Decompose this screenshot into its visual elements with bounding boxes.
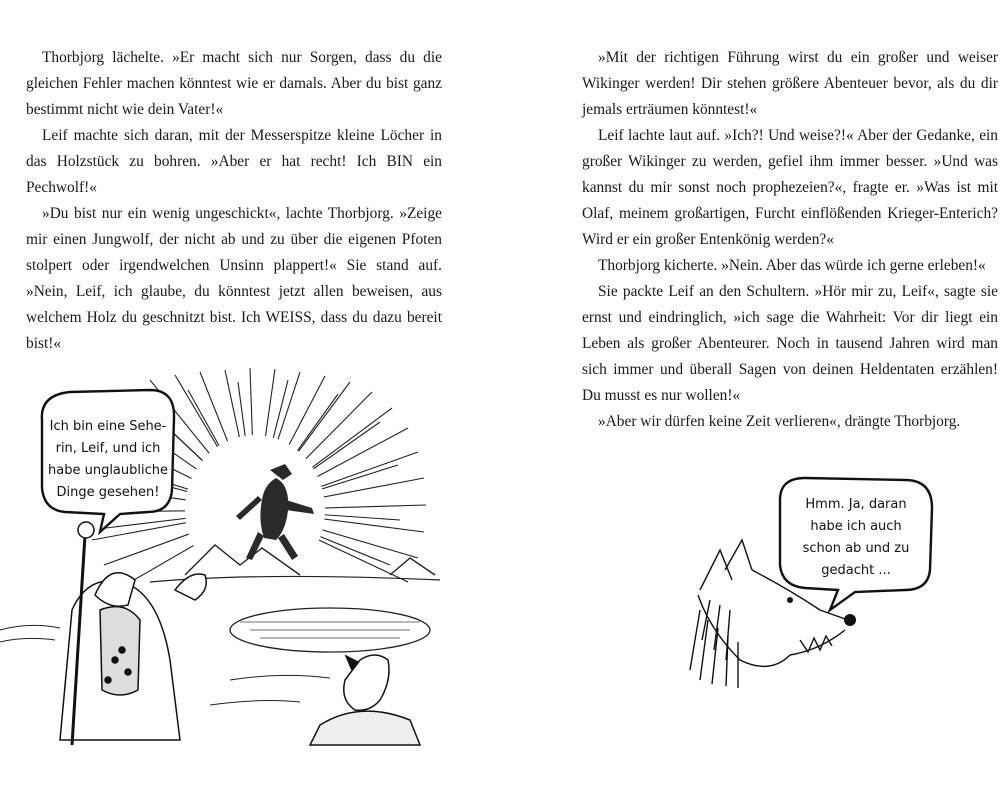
leif-wolf-illustration: [680, 470, 1000, 700]
bubble-line: rin, Leif, und ich: [55, 441, 161, 456]
right-page-text: [582, 45, 998, 435]
right-page: [500, 0, 1000, 800]
wolf-nose: [844, 614, 856, 626]
paragraph: Thorbjorg lächelte. »Er macht sich nur Sorgen, dass du die gleichen Fehler machen könntest wie er damals. Aber du bist ganz bestimmt nicht wie dein Vater!«: [26, 49, 442, 118]
speech-bubble-seer: [42, 390, 174, 532]
bubble-line: habe unglaubliche: [48, 463, 168, 478]
seer-vision-illustration: [0, 360, 500, 750]
mountain-right: [390, 558, 435, 575]
bubble-line: schon ab und zu: [802, 541, 910, 556]
bubble-line: Dinge gesehen!: [56, 485, 160, 500]
paragraph: Leif lachte laut auf. »Ich?! Und weise?!« Aber der Gedanke, ein großer Wikinger zu werden, gefiel ihm immer besser. »Und was kannst du mir sonst noch prophezeien?«, fragte er. »Was ist mit Olaf, meinem großartigen, Furcht einflößenden Krieger-Enterich? Wird er ein großer Entenkönig werden?«: [582, 127, 998, 248]
paragraph: Sie packte Leif an den Schultern. »Hör mir zu, Leif«, sagte sie ernst und eindringlich, »ich sage die Wahrheit: Vor dir liegt ein Leben als großer Abenteurer. Noch in tausend Jahren wird man sich immer und überall Sagen von deinen Heldentaten erzählen! Du musst es nur wollen!«: [582, 283, 998, 404]
left-page-text: [26, 45, 442, 357]
paragraph: Thorbjorg kicherte. »Nein. Aber das würde ich gerne erleben!«: [598, 257, 986, 274]
bubble-line: habe ich auch: [810, 519, 902, 534]
paragraph: Leif machte sich daran, mit der Messerspitze kleine Löcher in das Holzstück zu bohren. »Aber er hat recht! Ich BIN ein Pechwolf!«: [26, 127, 442, 196]
paragraph: »Du bist nur ein wenig ungeschickt«, lachte Thorbjorg. »Zeige mir einen Jungwolf, der nicht ab und zu über die eigenen Pfoten stolpert oder irgendwelchen Unsinn plappert!« Sie stand auf. »Nein, Leif, ich glaube, du könntest jetzt allen beweisen, aus welchem Holz du geschnitzt bist. Ich WEISS, dass du dazu bereit bist!«: [26, 205, 442, 352]
bubble-line: Ich bin eine Sehe-: [49, 419, 167, 434]
bubble-line: Hmm. Ja, daran: [805, 497, 907, 512]
bubble-line: gedacht ...: [821, 563, 891, 578]
speech-bubble-leif: [780, 478, 932, 610]
paragraph: »Mit der richtigen Führung wirst du ein großer und weiser Wikinger werden! Dir stehen größere Abenteuer bevor, als du dir jemals erträumen könntest!«: [582, 49, 998, 118]
wolf-eye: [787, 597, 793, 603]
paragraph: »Aber wir dürfen keine Zeit verlieren«, drängte Thorbjorg.: [598, 413, 961, 430]
duck-figure: [310, 655, 420, 745]
lake-hatching: [240, 622, 420, 638]
